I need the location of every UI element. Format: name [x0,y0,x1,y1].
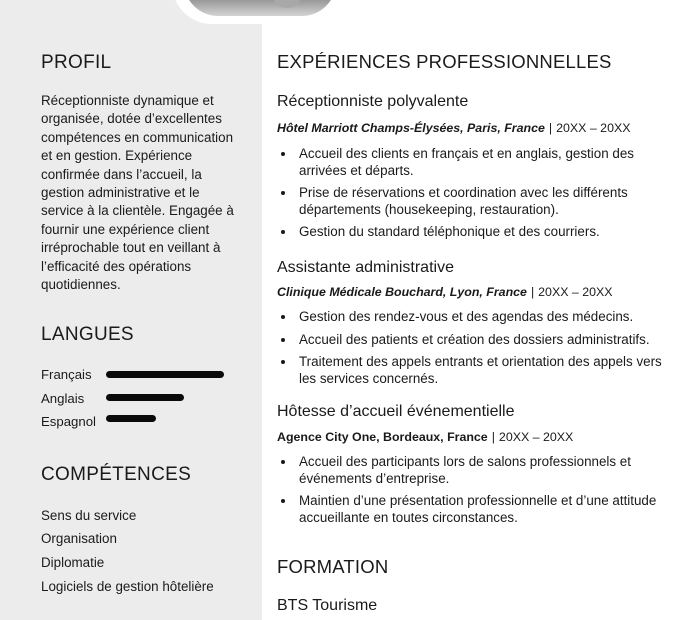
profil-text: Réceptionniste dynamique et organisée, dotée d’excellentes compétences en communication et en gestion. Expérience confirmée dans l’accueil, la gestion administrative et le service à la clientèle. Engagée à fournir une expérience client irréprochable tout en veillant à l’efficacité des opérations quotidiennes. [41,93,234,293]
formation-title: BTS Tourisme [277,597,378,614]
bullet-item: Accueil des patients et création des dossiers administratifs. [277,332,677,349]
language-label-francais: Français [41,367,92,382]
bullet-item: Traitement des appels entrants et orientation des appels vers les services concernés. [277,354,677,387]
job-dates: 20XX – 20XX [556,121,631,135]
job-company: Clinique Médicale Bouchard, Lyon, France [277,285,527,299]
job-title: Assistante administrative [277,259,454,276]
bullet-item: Accueil des clients en français et en anglais, gestion des arrivées et départs. [277,146,677,179]
skill-item: Logiciels de gestion hôtelière [41,579,214,594]
bullet-item: Gestion des rendez-vous et des agendas des médecins. [277,309,677,326]
profile-photo [172,0,348,24]
formation-heading: FORMATION [277,556,389,577]
language-label-anglais: Anglais [41,391,85,406]
bullet-item: Maintien d’une présentation professionnelle et d’une attitude accueillante en toutes circonstances. [277,493,677,526]
skill-item: Organisation [41,531,117,546]
job-company: Hôtel Marriott Champs-Élysées, Paris, France [277,121,545,135]
job-bullets [277,309,677,393]
job-title: Réceptionniste polyvalente [277,93,469,110]
skill-item: Diplomatie [41,555,105,570]
language-level-bar-anglais [106,394,184,401]
job-title: Hôtesse d’accueil événementielle [277,403,515,420]
bullet-item: Prise de réservations et coordination avec les différents départements (housekeeping, restauration). [277,185,677,218]
job-separator: | [548,121,553,135]
job-company-line [277,430,573,444]
competences-heading: COMPÉTENCES [41,464,192,485]
job-dates: 20XX – 20XX [538,285,613,299]
bullet-item: Accueil des participants lors de salons professionnels et événements d’entreprise. [277,454,677,487]
profile-photo-image [184,0,336,16]
job-separator: | [530,285,535,299]
job-company-line [277,121,631,135]
job-bullets [277,146,677,247]
language-level-bar-francais [106,371,224,378]
language-label-espagnol: Espagnol [41,414,96,429]
skill-item: Sens du service [41,508,137,523]
profil-heading: PROFIL [41,52,112,73]
langues-heading: LANGUES [41,324,134,345]
bullet-item: Gestion du standard téléphonique et des courriers. [277,224,677,241]
experiences-heading: EXPÉRIENCES PROFESSIONNELLES [277,51,612,72]
job-company: Agence City One, Bordeaux, France [277,430,488,444]
language-level-bar-espagnol [106,415,156,422]
job-separator: | [491,430,495,444]
job-company-line [277,285,613,299]
job-dates: 20XX – 20XX [498,430,574,444]
job-bullets [277,454,677,532]
